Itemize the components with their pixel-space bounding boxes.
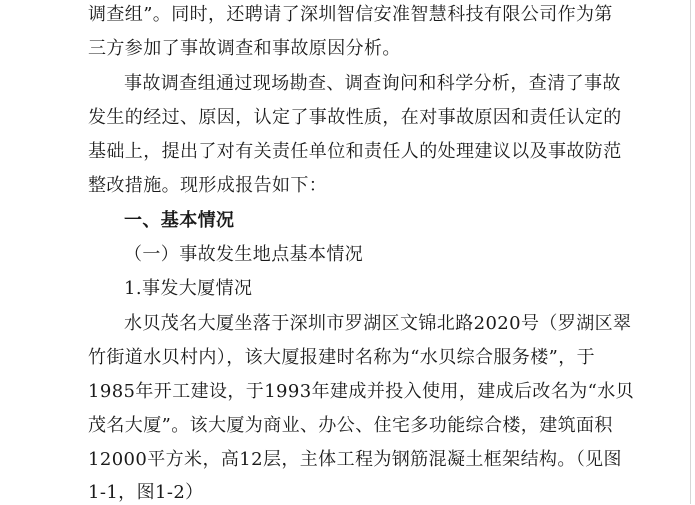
paragraph-line: 竹街道水贝村内），该大厦报建时名称为“水贝综合服务楼”，于	[88, 347, 596, 368]
item-heading: 1.事发大厦情况	[124, 278, 253, 299]
paragraph-line: 发生的经过、原因，认定了事故性质，在对事故原因和责任认定的	[88, 107, 622, 128]
paragraph-line: 三方参加了事故调查和事故原因分析。	[88, 38, 401, 59]
paragraph-line: 12000平方米，高12层，主体工程为钢筋混凝土框架结构。（见图	[88, 449, 622, 470]
section-heading: 一、基本情况	[124, 210, 235, 231]
paragraph-line: 调查组”。同时，还聘请了深圳智信安准智慧科技有限公司作为第	[88, 4, 613, 25]
paragraph-line: 1-1，图1-2）	[88, 482, 204, 503]
paragraph-line: 水贝茂名大厦坐落于深圳市罗湖区文锦北路2020号（罗湖区翠	[124, 313, 632, 334]
paragraph-line: 整改措施。现形成报告如下：	[88, 175, 328, 196]
paragraph-line: 茂名大厦”。该大厦为商业、办公、住宅多功能综合楼，建筑面积	[88, 415, 613, 436]
paragraph-line: 事故调查组通过现场勘查、调查询问和科学分析，查清了事故	[124, 73, 621, 94]
subsection-heading: （一）事故发生地点基本情况	[124, 244, 364, 265]
page-edge-divider	[690, 0, 691, 504]
paragraph-line: 1985年开工建设，于1993年建成并投入使用，建成后改名为“水贝	[88, 381, 635, 402]
paragraph-line: 基础上，提出了对有关责任单位和责任人的处理建议以及事故防范	[88, 141, 622, 162]
